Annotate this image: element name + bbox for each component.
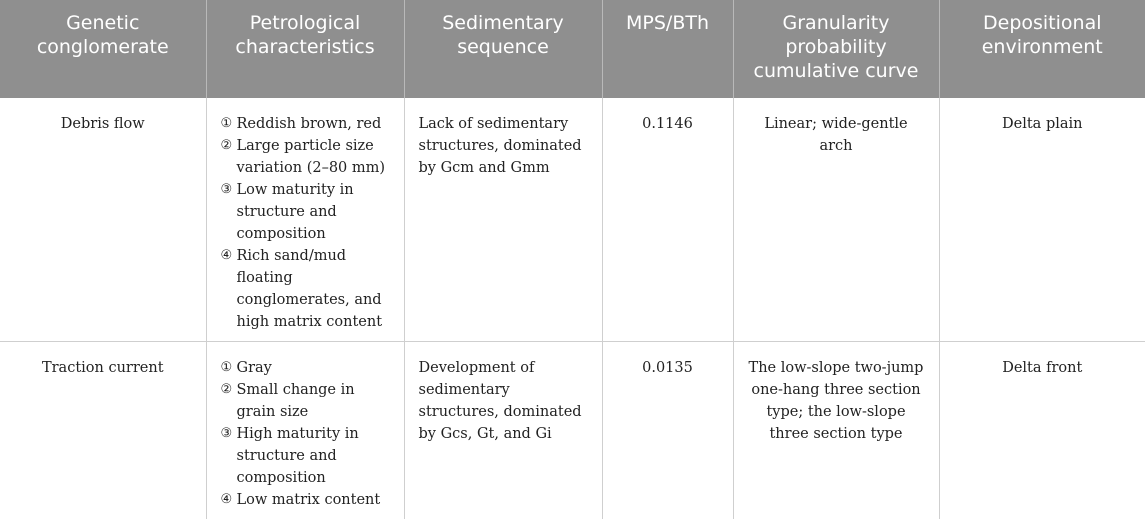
item-number: ①: [221, 113, 233, 135]
list-item: [221, 135, 390, 179]
item-number: ②: [221, 379, 233, 401]
item-number: ①: [221, 357, 233, 379]
table-body: [0, 98, 1145, 519]
cell-curve: Linear; wide-gentle arch: [733, 98, 939, 342]
cell-sequence: Development of sedimentary structures, dominated by Gcs, Gt, and Gi: [404, 342, 602, 519]
item-text: Large particle size variation (2–80 mm): [237, 138, 386, 176]
cell-environment: Delta plain: [939, 98, 1145, 342]
cell-mps-bth: 0.0135: [602, 342, 733, 519]
cell-characteristics: [206, 98, 404, 342]
header-genetic-conglomerate: Genetic conglomerate: [0, 0, 206, 98]
list-item: [221, 423, 390, 489]
list-item: [221, 113, 390, 135]
list-item: [221, 245, 390, 333]
cell-conglomerate: Debris flow: [0, 98, 206, 342]
item-text: Reddish brown, red: [237, 116, 382, 132]
item-text: High maturity in structure and composition: [237, 426, 359, 486]
header-petrological-characteristics: Petrological characteristics: [206, 0, 404, 98]
cell-characteristics: [206, 342, 404, 519]
characteristics-list: [221, 357, 390, 511]
list-item: [221, 357, 390, 379]
header-row: [0, 0, 1145, 98]
header-sedimentary-sequence: Sedimentary sequence: [404, 0, 602, 98]
item-text: Low matrix content: [237, 492, 381, 508]
header-granularity-curve: Granularity probability cumulative curve: [733, 0, 939, 98]
cell-sequence: Lack of sedimentary structures, dominated by Gcm and Gmm: [404, 98, 602, 342]
cell-environment: Delta front: [939, 342, 1145, 519]
item-text: Low maturity in structure and composition: [237, 182, 354, 242]
table-row: [0, 98, 1145, 342]
table-header: [0, 0, 1145, 98]
item-number: ③: [221, 179, 233, 201]
cell-curve: The low-slope two-jump one-hang three section type; the low-slope three section type: [733, 342, 939, 519]
item-text: Rich sand/mud floating conglomerates, and high matrix content: [237, 248, 383, 330]
cell-mps-bth: 0.1146: [602, 98, 733, 342]
item-number: ③: [221, 423, 233, 445]
list-item: [221, 379, 390, 423]
item-number: ④: [221, 489, 233, 511]
list-item: [221, 489, 390, 511]
item-number: ②: [221, 135, 233, 157]
item-number: ④: [221, 245, 233, 267]
item-text: Gray: [237, 360, 272, 376]
header-depositional-environment: Depositional environment: [939, 0, 1145, 98]
characteristics-list: [221, 113, 390, 333]
cell-conglomerate: Traction current: [0, 342, 206, 519]
list-item: [221, 179, 390, 245]
item-text: Small change in grain size: [237, 382, 355, 420]
table-row: [0, 342, 1145, 519]
header-mps-bth: MPS/BTh: [602, 0, 733, 98]
